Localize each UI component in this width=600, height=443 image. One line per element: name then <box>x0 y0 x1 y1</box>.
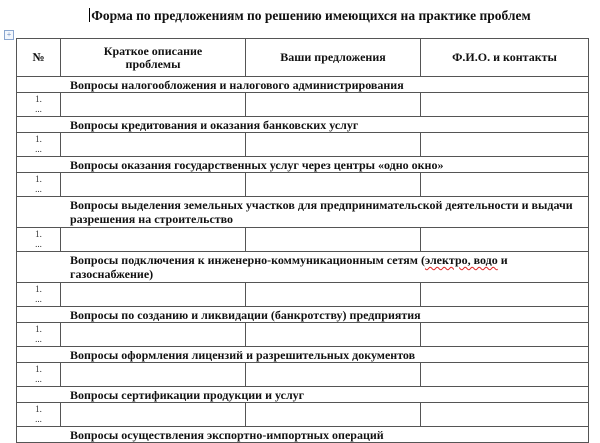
proposal-cell[interactable] <box>246 173 421 197</box>
section-heading[interactable]: Вопросы кредитования и оказания банковских услуг <box>17 117 589 133</box>
header-number: № <box>17 39 61 77</box>
item-row <box>17 403 589 427</box>
item-ellipsis: ... <box>35 334 42 344</box>
section-heading[interactable]: Вопросы сертификации продукции и услуг <box>17 387 589 403</box>
item-row <box>17 93 589 117</box>
section-heading[interactable] <box>17 252 589 283</box>
item-number: 1. <box>35 229 42 239</box>
item-ellipsis: ... <box>35 184 42 194</box>
section-row <box>17 117 589 133</box>
section-heading[interactable]: Вопросы осуществления экспортно-импортных операций <box>17 427 589 443</box>
contacts-cell[interactable] <box>421 363 589 387</box>
proposals-table <box>16 38 589 443</box>
contacts-cell[interactable] <box>421 323 589 347</box>
section-text: Вопросы подключения к инженерно-коммуникационным сетям ( <box>70 253 425 267</box>
proposal-cell[interactable] <box>246 228 421 252</box>
problem-cell[interactable] <box>61 283 246 307</box>
problem-cell[interactable] <box>61 403 246 427</box>
item-number-cell[interactable] <box>17 93 61 117</box>
contacts-cell[interactable] <box>421 133 589 157</box>
item-number-cell[interactable] <box>17 173 61 197</box>
item-number-cell[interactable] <box>17 403 61 427</box>
section-heading[interactable]: Вопросы оформления лицензий и разрешительных документов <box>17 347 589 363</box>
problem-cell[interactable] <box>61 173 246 197</box>
item-ellipsis: ... <box>35 294 42 304</box>
section-row <box>17 252 589 283</box>
problem-cell[interactable] <box>61 228 246 252</box>
contacts-cell[interactable] <box>421 403 589 427</box>
proposal-cell[interactable] <box>246 323 421 347</box>
item-number-cell[interactable] <box>17 133 61 157</box>
section-heading[interactable]: Вопросы налогообложения и налогового администрирования <box>17 77 589 93</box>
item-ellipsis: ... <box>35 414 42 424</box>
problem-cell[interactable] <box>61 323 246 347</box>
section-heading[interactable]: Вопросы выделения земельных участков для предпринимательской деятельности и выдачи разрешения на строительство <box>17 197 589 228</box>
proposal-cell[interactable] <box>246 93 421 117</box>
section-text: и газоснабжение) <box>70 253 508 281</box>
item-ellipsis: ... <box>35 144 42 154</box>
contacts-cell[interactable] <box>421 283 589 307</box>
section-row <box>17 197 589 228</box>
section-row <box>17 347 589 363</box>
item-number: 1. <box>35 94 42 104</box>
table-move-handle-icon[interactable]: + <box>4 30 14 40</box>
section-row <box>17 307 589 323</box>
item-row <box>17 133 589 157</box>
item-number-cell[interactable] <box>17 228 61 252</box>
spellcheck-flagged-text[interactable]: электро, водо <box>424 253 498 267</box>
item-number: 1. <box>35 404 42 414</box>
contacts-cell[interactable] <box>421 228 589 252</box>
header-proposals: Ваши предложения <box>246 39 421 77</box>
proposal-cell[interactable] <box>246 283 421 307</box>
problem-cell[interactable] <box>61 93 246 117</box>
contacts-cell[interactable] <box>421 173 589 197</box>
section-heading[interactable]: Вопросы по созданию и ликвидации (банкротству) предприятия <box>17 307 589 323</box>
problem-cell[interactable] <box>61 363 246 387</box>
title-text: Форма по предложениям по решению имеющихся на практике проблем <box>91 8 531 23</box>
proposal-cell[interactable] <box>246 133 421 157</box>
proposal-cell[interactable] <box>246 403 421 427</box>
document-title <box>0 8 600 24</box>
item-number: 1. <box>35 324 42 334</box>
item-ellipsis: ... <box>35 239 42 249</box>
item-number-cell[interactable] <box>17 323 61 347</box>
item-number: 1. <box>35 364 42 374</box>
section-row <box>17 77 589 93</box>
item-ellipsis: ... <box>35 104 42 114</box>
section-heading[interactable]: Вопросы оказания государственных услуг через центры «одно окно» <box>17 157 589 173</box>
proposal-cell[interactable] <box>246 363 421 387</box>
item-number: 1. <box>35 134 42 144</box>
section-row <box>17 387 589 403</box>
problem-cell[interactable] <box>61 133 246 157</box>
item-ellipsis: ... <box>35 374 42 384</box>
header-contacts: Ф.И.О. и контакты <box>421 39 589 77</box>
item-number: 1. <box>35 284 42 294</box>
item-row <box>17 283 589 307</box>
item-row <box>17 323 589 347</box>
item-row <box>17 173 589 197</box>
item-row <box>17 363 589 387</box>
item-number: 1. <box>35 174 42 184</box>
item-number-cell[interactable] <box>17 363 61 387</box>
header-problem: Краткое описание проблемы <box>61 39 246 77</box>
item-number-cell[interactable] <box>17 283 61 307</box>
contacts-cell[interactable] <box>421 93 589 117</box>
section-row <box>17 157 589 173</box>
item-row <box>17 228 589 252</box>
header-row <box>17 39 589 77</box>
